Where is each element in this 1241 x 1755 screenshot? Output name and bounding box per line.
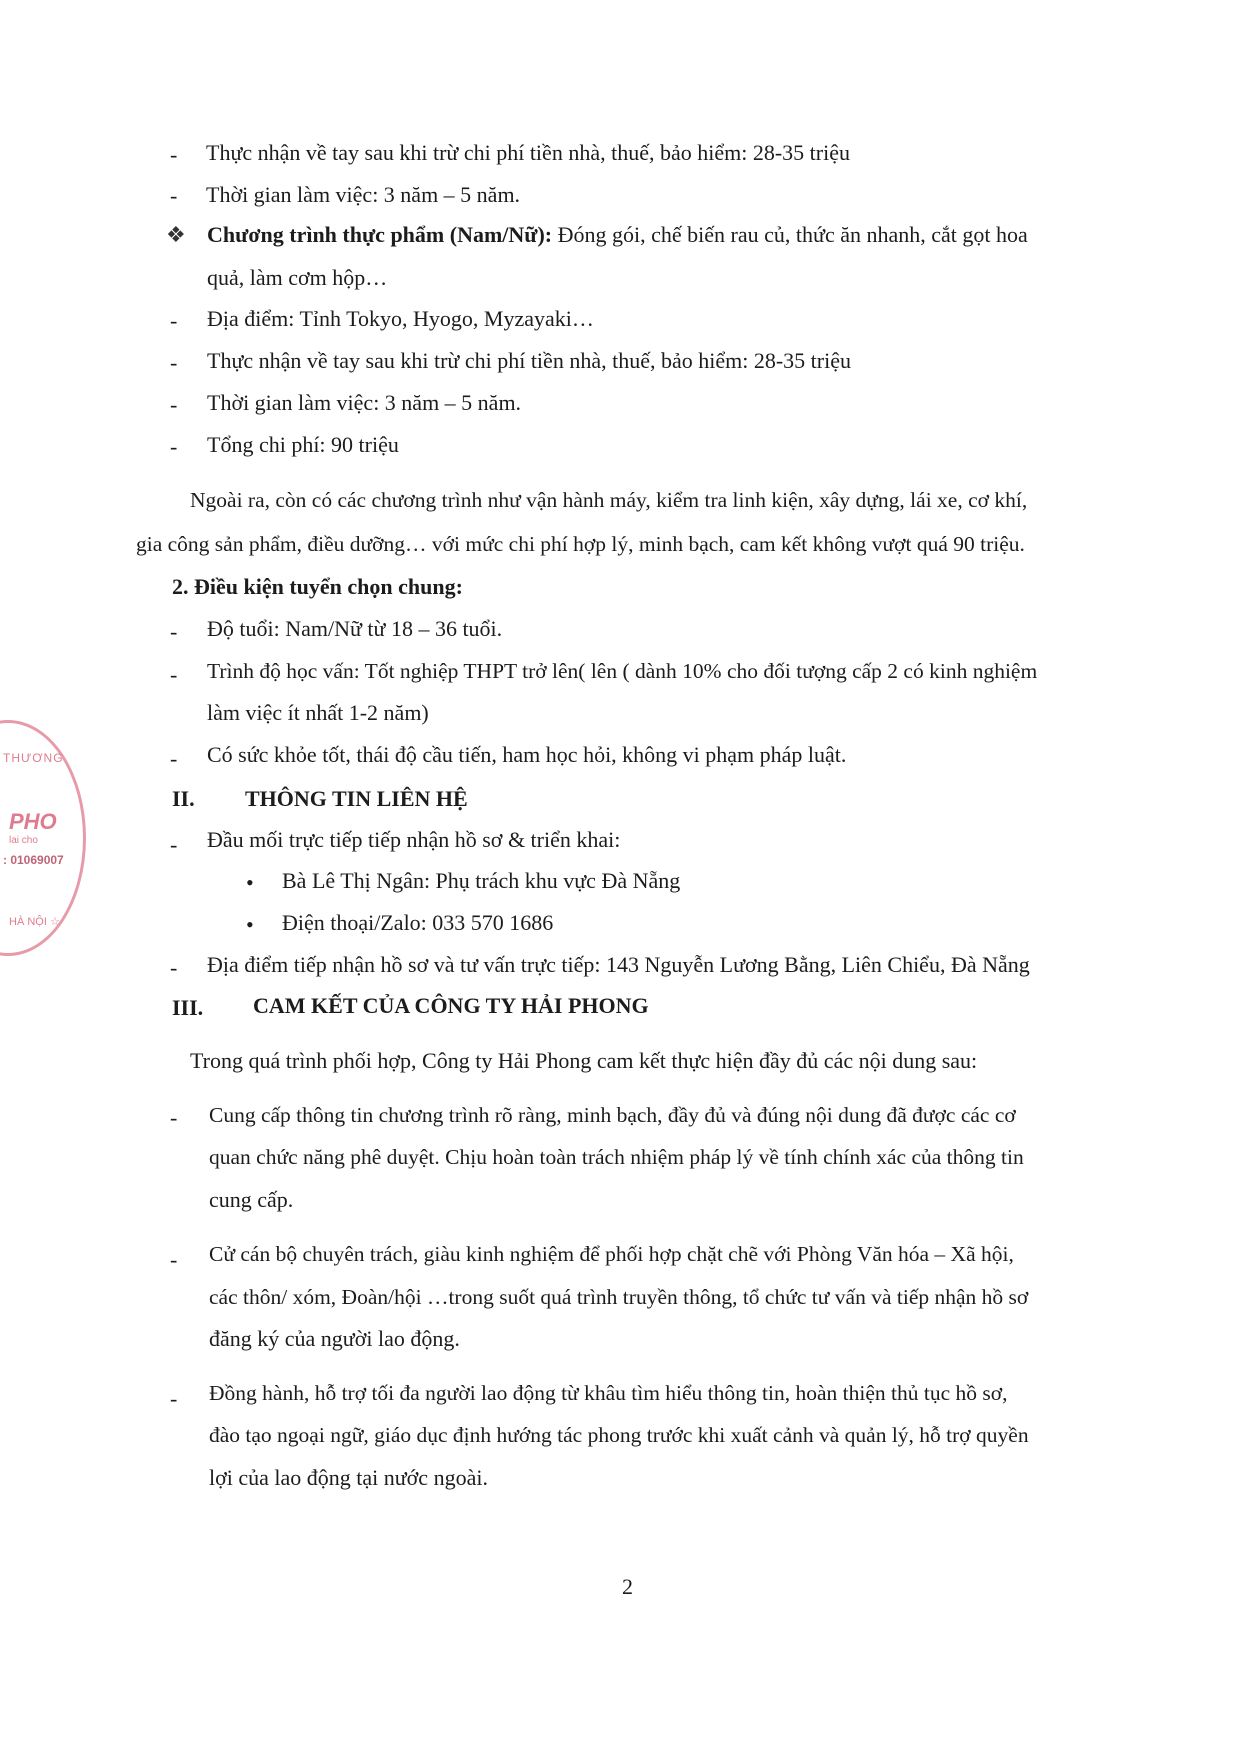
page-number: 2 xyxy=(622,1574,633,1599)
list-item-cont: làm việc ít nhất 1-2 năm) xyxy=(207,700,429,725)
list-item: Tổng chi phí: 90 triệu xyxy=(207,432,399,457)
stamp-text-name: PHO xyxy=(9,809,57,834)
list-dash: - xyxy=(170,955,178,980)
section-number: II. xyxy=(172,786,195,811)
list-dash: - xyxy=(170,746,178,771)
list-dash: - xyxy=(170,434,178,459)
list-item-cont: cung cấp. xyxy=(209,1187,294,1212)
program-heading xyxy=(207,220,1028,250)
list-item: Địa điểm tiếp nhận hồ sơ và tư vấn trực tiếp: 143 Nguyễn Lương Bằng, Liên Chiểu, Đà Nẵng xyxy=(207,952,1030,977)
stamp-text-code: : 01069007 xyxy=(3,853,64,867)
stamp-text-sub: lai cho xyxy=(9,835,38,846)
list-item: Thực nhận về tay sau khi trừ chi phí tiền nhà, thuế, bảo hiểm: 28-35 triệu xyxy=(206,140,850,165)
list-dash: - xyxy=(170,832,178,857)
list-item: Có sức khỏe tốt, thái độ cầu tiến, ham học hỏi, không vi phạm pháp luật. xyxy=(207,742,847,767)
list-item: Thời gian làm việc: 3 năm – 5 năm. xyxy=(207,390,522,415)
diamond-bullet-icon: ❖ xyxy=(166,222,186,247)
list-item: Địa điểm: Tỉnh Tokyo, Hyogo, Myzayaki… xyxy=(207,306,594,331)
list-item: Bà Lê Thị Ngân: Phụ trách khu vực Đà Nẵng xyxy=(282,868,681,893)
list-dash: - xyxy=(170,1247,178,1272)
list-item: Thời gian làm việc: 3 năm – 5 năm. xyxy=(206,182,521,207)
stamp-text-city: HÀ NỘI ☆ xyxy=(9,916,60,928)
list-dash: - xyxy=(170,619,178,644)
list-item: Cung cấp thông tin chương trình rõ ràng, minh bạch, đầy đủ và đúng nội dung đã được các cơ xyxy=(209,1103,1016,1127)
bullet-icon: • xyxy=(246,912,254,937)
list-dash: - xyxy=(170,662,178,687)
list-dash: - xyxy=(170,1386,178,1411)
list-dash: - xyxy=(170,392,178,417)
list-item-cont: đào tạo ngoại ngữ, giáo dục định hướng tác phong trước khi xuất cảnh và quản lý, hỗ trợ quyền xyxy=(209,1423,1029,1447)
list-dash: - xyxy=(170,350,178,375)
bullet-icon: • xyxy=(246,870,254,895)
section-heading: 2. Điều kiện tuyển chọn chung: xyxy=(172,574,463,599)
list-dash: - xyxy=(170,1105,178,1130)
program-desc-cont: quả, làm cơm hộp… xyxy=(207,265,388,290)
list-dash: - xyxy=(170,183,178,208)
list-item-cont: đăng ký của người lao động. xyxy=(209,1326,460,1351)
list-item-cont: các thôn/ xóm, Đoàn/hội …trong suốt quá trình truyền thông, tổ chức tư vấn và tiếp nhận hồ sơ xyxy=(209,1285,1029,1309)
stamp-text-top: THƯƠNG xyxy=(3,751,64,765)
program-desc: Đóng gói, chế biến rau củ, thức ăn nhanh, cắt gọt hoa xyxy=(552,222,1028,247)
section-heading: CAM KẾT CỦA CÔNG TY HẢI PHONG xyxy=(253,993,649,1018)
list-item: Cử cán bộ chuyên trách, giàu kinh nghiệm để phối hợp chặt chẽ với Phòng Văn hóa – Xã hội, xyxy=(209,1242,1014,1266)
company-stamp xyxy=(0,720,86,956)
list-item: Đồng hành, hỗ trợ tối đa người lao động từ khâu tìm hiểu thông tin, hoàn thiện thủ tục hồ sơ, xyxy=(209,1381,1008,1405)
list-dash: - xyxy=(170,308,178,333)
list-item: Điện thoại/Zalo: 033 570 1686 xyxy=(282,910,554,935)
section-number: III. xyxy=(172,995,204,1020)
list-item: Độ tuổi: Nam/Nữ từ 18 – 36 tuổi. xyxy=(207,616,503,641)
list-item: Trình độ học vấn: Tốt nghiệp THPT trở lên( lên ( dành 10% cho đối tượng cấp 2 có kinh nghiệm xyxy=(207,659,1038,683)
paragraph-line: Trong quá trình phối hợp, Công ty Hải Phong cam kết thực hiện đầy đủ các nội dung sau: xyxy=(190,1048,978,1073)
paragraph-line: Ngoài ra, còn có các chương trình như vận hành máy, kiểm tra linh kiện, xây dựng, lái xe, cơ khí, xyxy=(190,488,1028,512)
list-dash: - xyxy=(170,142,178,167)
list-item: Đầu mối trực tiếp tiếp nhận hồ sơ & triển khai: xyxy=(207,827,621,852)
section-heading: THÔNG TIN LIÊN HỆ xyxy=(245,786,468,811)
list-item-cont: lợi của lao động tại nước ngoài. xyxy=(209,1465,488,1490)
program-title: Chương trình thực phẩm (Nam/Nữ): xyxy=(207,222,553,247)
list-item-cont: quan chức năng phê duyệt. Chịu hoàn toàn trách nhiệm pháp lý về tính chính xác của thông tin xyxy=(209,1145,1024,1169)
paragraph-line: gia công sản phẩm, điều dưỡng… với mức chi phí hợp lý, minh bạch, cam kết không vượt quá 90 triệu. xyxy=(136,532,1025,556)
list-item: Thực nhận về tay sau khi trừ chi phí tiền nhà, thuế, bảo hiểm: 28-35 triệu xyxy=(207,348,851,373)
